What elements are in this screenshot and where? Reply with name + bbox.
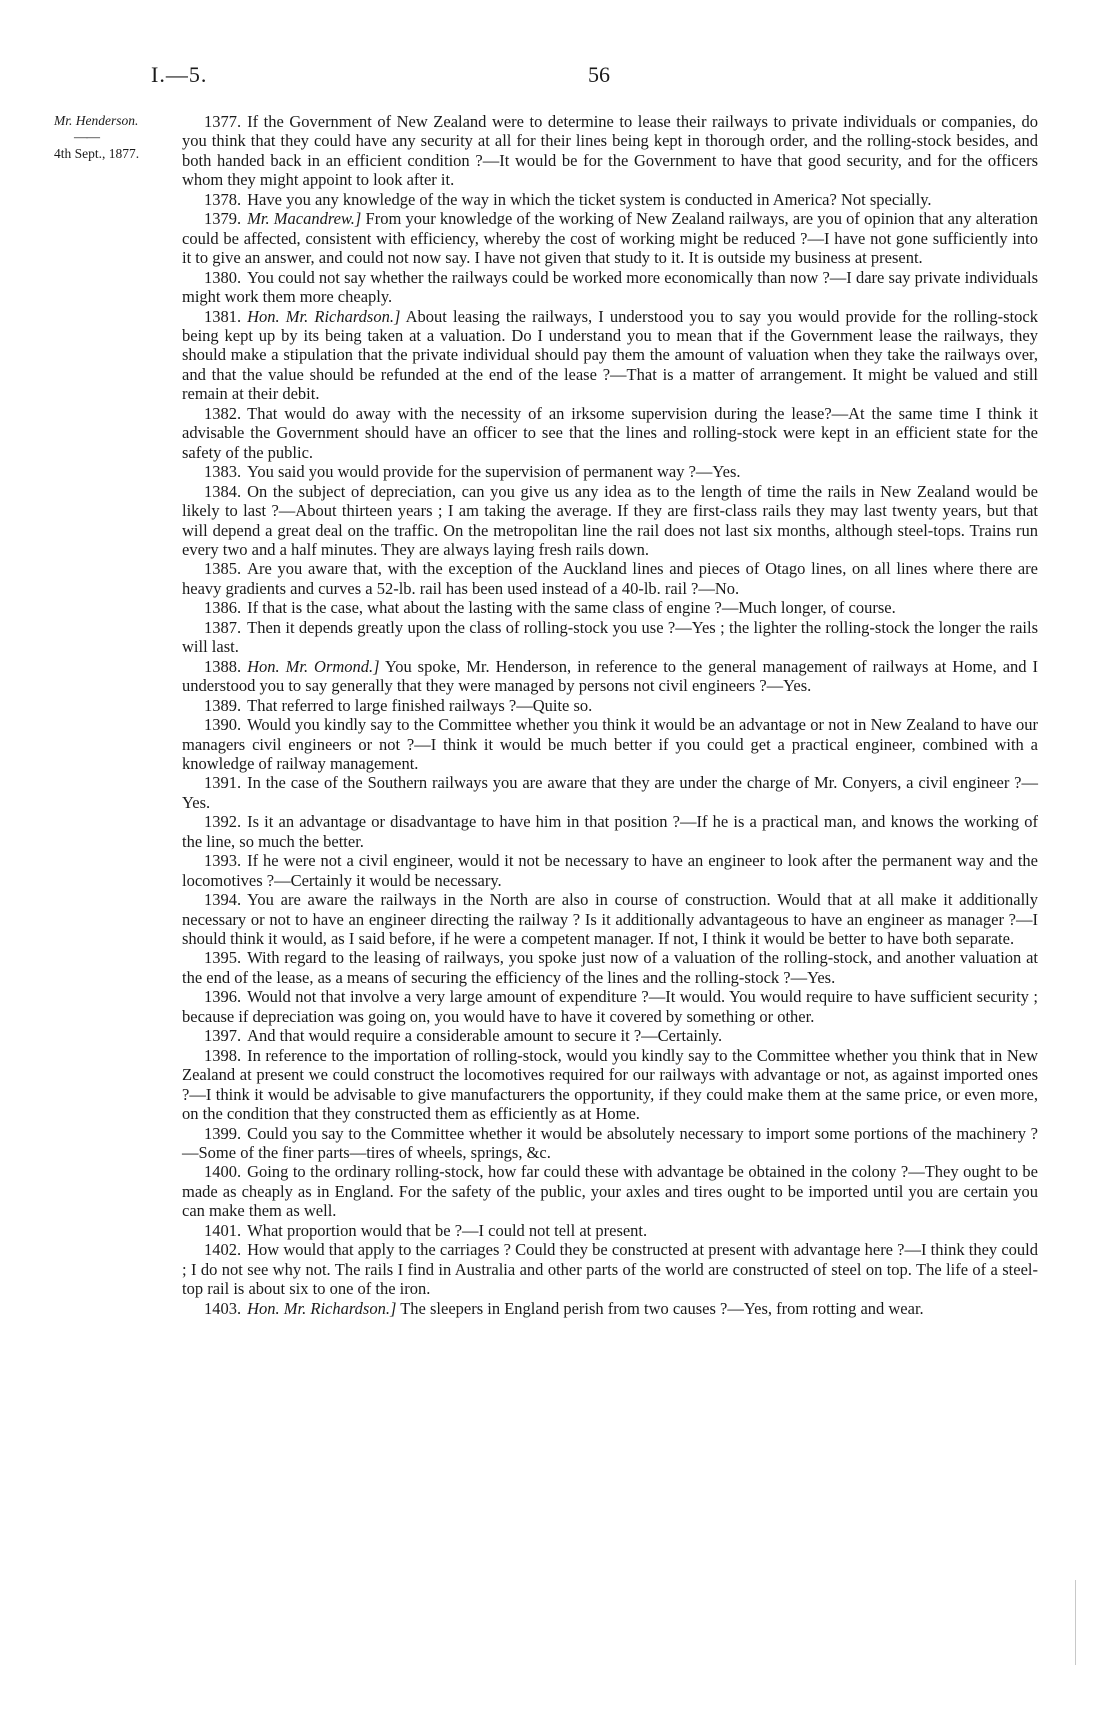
qa-paragraph — [182, 1026, 1038, 1045]
question-number: 1392. — [204, 812, 242, 832]
qa-paragraph — [182, 209, 1038, 267]
qa-text: Then it depends greatly upon the class of rolling-stock you use ?—Yes ; the lighter the rolling-stock the longer the rails will last. — [182, 617, 1038, 657]
qa-paragraph — [182, 404, 1038, 462]
questioner-name: Hon. Mr. Ormond.] — [247, 656, 380, 676]
qa-paragraph — [182, 190, 1038, 209]
qa-paragraph — [182, 948, 1038, 987]
qa-text: Have you any knowledge of the way in which the ticket system is conducted in America? Not specially. — [247, 189, 932, 209]
qa-text: With regard to the leasing of railways, you spoke just now of a valuation of the rolling-stock, and another valuation at the end of the lease, as a means of securing the efficiency of the lines and the rolling-stock ?—Yes. — [182, 948, 1038, 987]
question-number: 1386. — [204, 598, 242, 618]
page-reference: I.—5. — [151, 62, 208, 87]
question-number: 1400. — [204, 1162, 242, 1182]
qa-paragraph — [182, 987, 1038, 1026]
qa-text: You could not say whether the railways could be worked more economically than now ?—I dare say private individuals might work them more cheaply. — [182, 267, 1038, 307]
qa-text: From your knowledge of the working of New Zealand railways, are you of opinion that any alteration could be affected, consistent with efficiency, whereby the cost of working might be reduced ?—I have not gone sufficiently into it to give an answer, and could not now say. I have not given that study to it. It is outside my business at present. — [182, 209, 1038, 268]
qa-text: That referred to large finished railways ?—Quite so. — [247, 695, 593, 715]
qa-paragraph — [182, 696, 1038, 715]
qa-paragraph — [182, 268, 1038, 307]
page-number: 56 — [588, 62, 610, 87]
question-number: 1377. — [204, 112, 242, 131]
qa-text: You are aware the railways in the North are also in course of construction. Would that at all make it additionally necessary or not to have an engineer directing the railway ? Is it additionally advantageous to have an engineer as manager ?—I should think it would, as I said before, if he were a competent manager. If not, I think it would be better to have both separate. — [182, 890, 1038, 949]
witness-name: Mr. Henderson. — [54, 113, 139, 128]
question-number: 1398. — [204, 1045, 242, 1065]
question-number: 1401. — [204, 1220, 242, 1240]
question-number: 1387. — [204, 617, 242, 637]
qa-paragraph — [182, 1046, 1038, 1124]
qa-text: Going to the ordinary rolling-stock, how far could these with advantage be obtained in the colony ?—They ought to be made as cheaply as in England. For the safety of the public, your axles and tires ought to be imported until you are certain you can make them as well. — [182, 1162, 1038, 1221]
question-number: 1394. — [204, 890, 242, 910]
qa-text: What proportion would that be ?—I could not tell at present. — [247, 1220, 648, 1240]
qa-text: Would you kindly say to the Committee whether you think it would be an advantage or not in New Zealand to have our managers civil engineers or not ?—I think it would be much better if you could get a practical engineer, combined with a knowledge of railway management. — [182, 715, 1038, 773]
qa-text: On the subject of depreciation, can you give us any idea as to the length of time the rails in New Zealand would be likely to last ?—About thirteen years ; I am taking the average. If they are first-class rails they may last twenty years, but that will depend a great deal on the traffic. On the metropolitan line the rail does not last six months, although steel-tops. Trains run every two and a half minutes. They are always laying fresh rails down. — [182, 481, 1038, 559]
margin-note — [54, 111, 174, 163]
qa-text: If the Government of New Zealand were to determine to lease their railways to private individuals or companies, do you think that they could have any security at all for their lines being kept in thorough order, and the rolling-stock besides, and both handed back in an efficient condition ?—It would be for the Government to have that good security, and for the officers whom they might appoint to look after it. — [182, 112, 1038, 190]
question-number: 1389. — [204, 695, 242, 715]
question-number: 1399. — [204, 1123, 242, 1143]
qa-paragraph — [182, 1221, 1038, 1240]
question-number: 1397. — [204, 1026, 242, 1046]
question-number: 1384. — [204, 481, 242, 501]
question-number: 1388. — [204, 656, 242, 676]
qa-paragraph — [182, 482, 1038, 560]
question-number: 1393. — [204, 851, 242, 871]
evidence-body — [182, 112, 1038, 1318]
qa-text: The sleepers in England perish from two causes ?—Yes, from rotting and wear. — [400, 1298, 924, 1318]
question-number: 1395. — [204, 948, 242, 968]
qa-paragraph — [182, 812, 1038, 851]
questioner-name: Hon. Mr. Richardson.] — [247, 306, 401, 326]
question-number: 1385. — [204, 559, 242, 579]
qa-paragraph — [182, 1162, 1038, 1220]
qa-text: And that would require a considerable amount to secure it ?—Certainly. — [247, 1026, 723, 1046]
qa-text: Are you aware that, with the exception of the Auckland lines and pieces of Otago lines, on all lines where there are heavy gradients and curves a 52-lb. rail has been used instead of a 40-lb. rail ?—No. — [182, 559, 1038, 598]
qa-paragraph — [182, 715, 1038, 773]
question-number: 1378. — [204, 189, 242, 209]
qa-text: That would do away with the necessity of an irksome supervision during the lease?—At the same time I think it advisable the Government should have an officer to see that the lines and rolling-stock were kept in an efficient state for the safety of the public. — [182, 403, 1038, 462]
evidence-date: 4th Sept., 1877. — [54, 146, 140, 161]
scan-artifact-line — [1075, 1580, 1076, 1665]
qa-paragraph — [182, 618, 1038, 657]
qa-paragraph — [182, 890, 1038, 948]
question-number: 1380. — [204, 267, 242, 287]
qa-paragraph — [182, 1124, 1038, 1163]
questioner-name: Mr. Macandrew.] — [247, 209, 362, 229]
qa-text: Is it an advantage or disadvantage to have him in that position ?—If he is a practical man, and knows the working of the line, so much the better. — [182, 812, 1038, 851]
qa-paragraph — [182, 851, 1038, 890]
qa-text: If he were not a civil engineer, would it not be necessary to have an engineer to look after the permanent way and the locomotives ?—Certainly it would be necessary. — [182, 851, 1038, 890]
question-number: 1403. — [204, 1298, 242, 1318]
qa-paragraph — [182, 559, 1038, 598]
qa-text: About leasing the railways, I understood you to say you would provide for the rolling-stock being kept up by its being taken at a valuation. Do I understand you to mean that if the Government lease the railways, they should make a stipulation that the private individual should pay them the amount of valuation when they take the railways over, and that the value should be refunded at the end of the lease ?—That is a matter of arrangement. It might be valued and still remain at their debit. — [182, 306, 1039, 404]
question-number: 1391. — [204, 773, 242, 793]
qa-paragraph — [182, 773, 1038, 812]
question-number: 1402. — [204, 1240, 242, 1260]
question-number: 1383. — [204, 462, 242, 482]
qa-text: Would not that involve a very large amount of expenditure ?—It would. You would require to have sufficient security ; because if depreciation was going on, you would have to have it covered by something or other. — [182, 987, 1038, 1026]
qa-text: In reference to the importation of rolling-stock, would you kindly say to the Committee whether you think that in New Zealand at present we could construct the locomotives required for our railways with advantage or not, as against imported ones ?—I think it would be advisable to give manufacturers the opportunity, if they could make them at the same price, or even more, on the condition that they constructed them as efficiently as at Home. — [182, 1045, 1038, 1124]
qa-text: You spoke, Mr. Henderson, in reference to the general management of railways at Home, and I understood you to say generally that they were managed by persons not civil engineers ?—Yes. — [182, 656, 1038, 696]
question-number: 1390. — [204, 715, 242, 735]
question-number: 1382. — [204, 403, 242, 423]
margin-dash: —— — [74, 129, 99, 144]
question-number: 1379. — [204, 209, 242, 229]
qa-text: You said you would provide for the supervision of permanent way ?—Yes. — [247, 462, 741, 482]
qa-paragraph — [182, 598, 1038, 617]
questioner-name: Hon. Mr. Richardson.] — [247, 1298, 397, 1318]
qa-paragraph — [182, 112, 1038, 190]
qa-text: How would that apply to the carriages ? Could they be constructed at present with advantage here ?—I think they could ; I do not see why not. The rails I find in Australia and other parts of the world are constructed of steel on top. The life of a steel-top rail is about six to one of the iron. — [182, 1240, 1038, 1299]
qa-text: Could you say to the Committee whether it would be absolutely necessary to import some portions of the machinery ?—Some of the finer parts—tires of wheels, springs, &c. — [182, 1123, 1038, 1163]
qa-text: In the case of the Southern railways you are aware that they are under the charge of Mr. Conyers, a civil engineer ?—Yes. — [182, 773, 1038, 812]
qa-text: If that is the case, what about the lasting with the same class of engine ?—Much longer, of course. — [247, 598, 896, 618]
qa-paragraph — [182, 307, 1038, 404]
qa-paragraph — [182, 1240, 1038, 1298]
question-number: 1396. — [204, 987, 242, 1007]
qa-paragraph — [182, 1299, 1038, 1318]
qa-paragraph — [182, 462, 1038, 481]
qa-paragraph — [182, 657, 1038, 696]
question-number: 1381. — [204, 306, 242, 326]
